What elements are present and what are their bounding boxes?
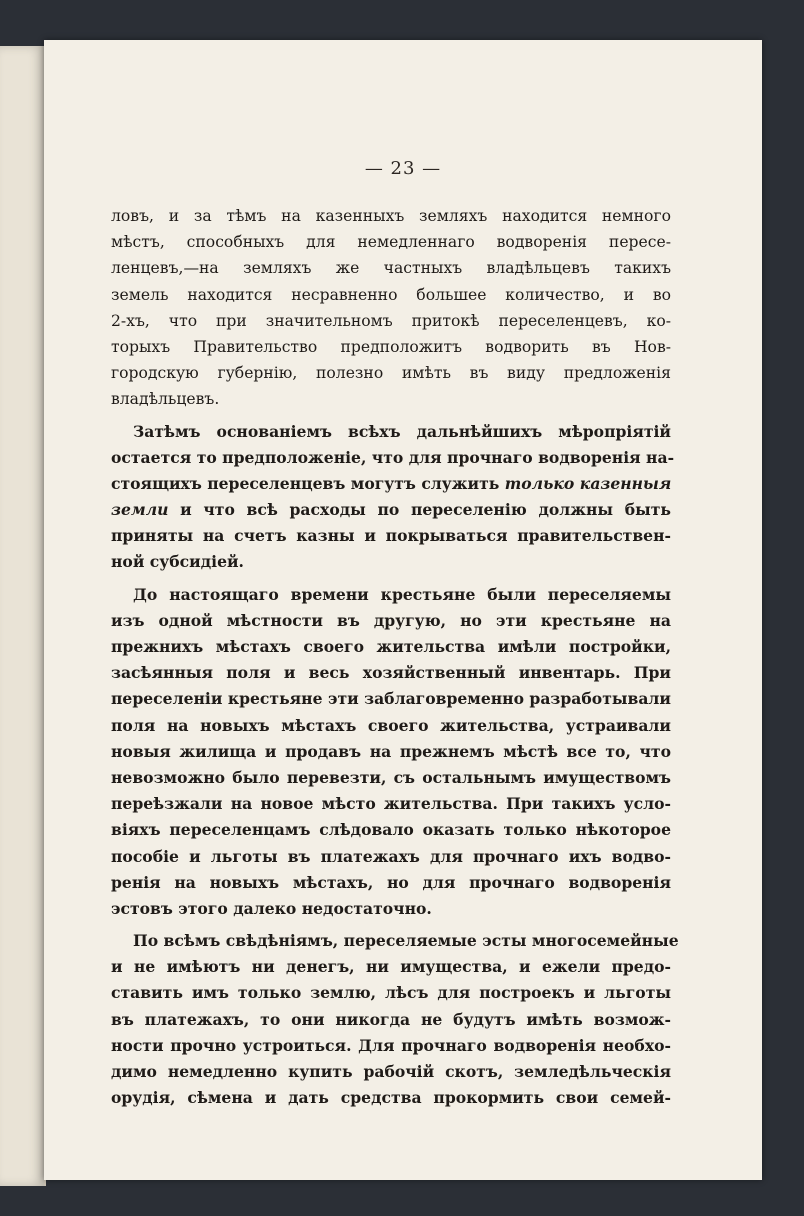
text-line: ставить имъ только землю, лѣсъ для построекъ и льготы [111,983,671,1003]
text-line: димо немедленно купить рабочій скотъ, земледѣльческія [111,1062,671,1081]
paragraph [111,419,675,576]
text-line: новыя жилища и продавъ на прежнемъ мѣстѣ все то, что [111,741,671,761]
text-line [111,471,671,497]
text-line: остается то предположеніе, что для прочнаго водворенія на- [111,447,675,467]
text-line: земель находится несравненно большее количество, и во [111,285,671,304]
text-line: ности прочно устроиться. Для прочнаго водворенія необхо- [111,1035,671,1055]
text-line: орудія, сѣмена и дать средства прокормить свои семей- [111,1088,671,1108]
facing-page-edge [0,46,46,1186]
text-line: По всѣмъ свѣдѣніямъ, переселяемые эсты многосемейные [133,931,679,951]
text-line: городскую губернію, полезно имѣть въ виду предложенія [111,364,671,383]
text-line: ленцевъ,—на земляхъ же частныхъ владѣльцевъ такихъ [111,259,671,278]
text-line: ловъ, и за тѣмъ на казенныхъ земляхъ находится немного [111,207,671,225]
text-fragment: стоящихъ переселенцевъ могутъ служить [111,473,500,493]
text-line: эстовъ этого далеко недостаточно. [111,898,432,918]
text-line: ренія на новыхъ мѣстахъ, но для прочнаго водворенія [111,872,671,892]
text-line: 2-хъ, что при значительномъ притокѣ переселенцевъ, ко- [111,311,671,330]
emphasis-text: только казенныя [504,473,672,493]
text-line: До настоящаго времени крестьяне были переселяемы [133,584,671,604]
body-text [111,203,679,1111]
text-line: ной субсидіей. [111,552,244,572]
text-line: переселеніи крестьяне эти заблаговременно разработывали [111,689,671,709]
text-line: въ платежахъ, то они никогда не будутъ имѣть возмож- [111,1009,671,1029]
text-line: невозможно было перевезти, съ остальнымъ имуществомъ [111,767,671,787]
text-fragment: и что всѣ расходы по переселенію должны быть [168,500,671,520]
text-line: изъ одной мѣстности въ другую, но эти крестьяне на [111,610,671,630]
text-line: пособіе и льготы въ платежахъ для прочнаго ихъ водво- [111,846,671,866]
paragraph [111,203,671,413]
paragraph [111,582,671,922]
text-line: поля на новыхъ мѣстахъ своего жительства, устраивали [111,715,671,735]
text-line: прежнихъ мѣстахъ своего жительства имѣли постройки, [111,637,671,656]
text-line: мѣстъ, способныхъ для немедленнаго водворенія пересе- [111,233,671,252]
text-line: владѣльцевъ. [111,390,220,409]
text-line: віяхъ переселенцамъ слѣдовало оказать только нѣкоторое [111,820,671,840]
text-line: переѣзжали на новое мѣсто жительства. При такихъ усло- [111,794,671,814]
text-line: торыхъ Правительство предположитъ водворить въ Нов- [111,337,671,356]
text-line [111,497,671,523]
paragraph [111,928,679,1111]
book-page [44,40,762,1180]
text-line: засѣянныя поля и весь хозяйственный инвентарь. При [111,663,671,683]
text-line: Затѣмъ основаніемъ всѣхъ дальнѣйшихъ мѣропріятій [133,421,671,441]
page-number: — 23 — [364,158,442,179]
emphasis-text: земли [111,500,169,520]
text-line: и не имѣютъ ни денегъ, ни имущества, и ежели предо- [111,957,671,977]
text-line: приняты на счетъ казны и покрываться правительствен- [111,526,671,546]
